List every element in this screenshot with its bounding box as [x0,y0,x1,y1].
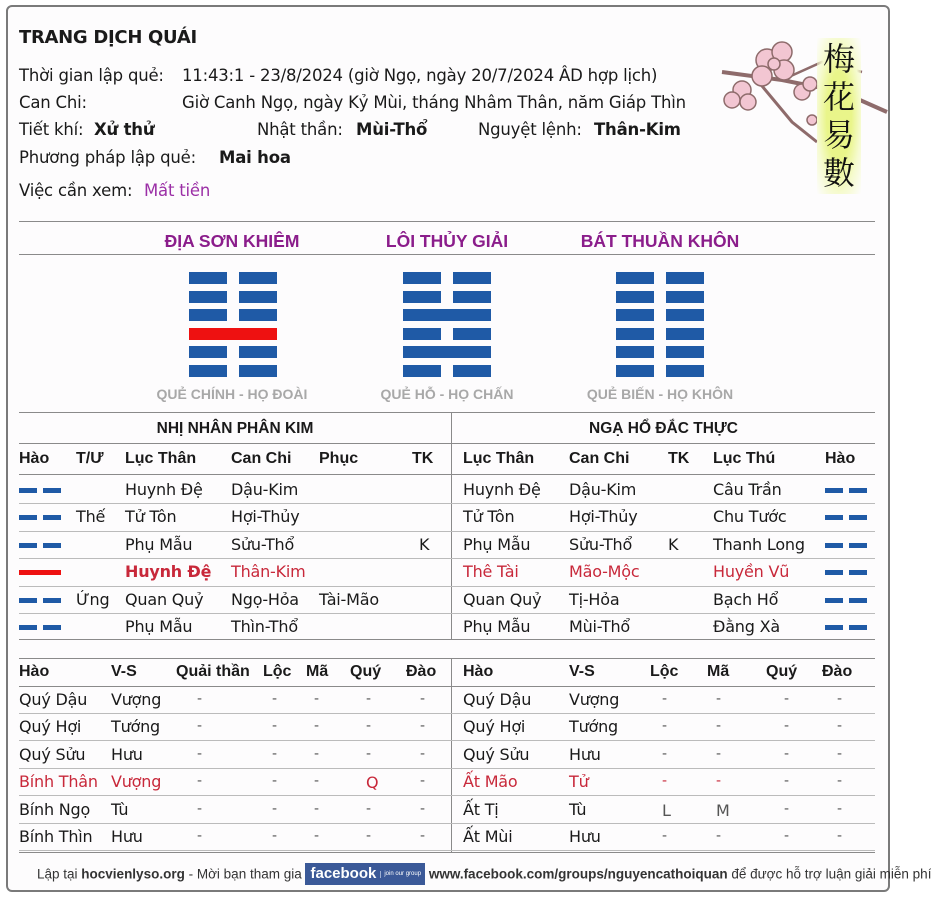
cell-tk: K [419,535,430,554]
row-divider [19,740,875,741]
yin-line-icon [19,543,61,548]
hexagram-title-changed: BÁT THUẦN KHÔN [580,231,740,251]
cell-lucthu: Bạch Hổ [713,590,779,609]
divider [19,474,875,475]
cell-lucthan: Huynh Đệ [125,562,212,581]
cell-vs: Tướng [111,717,161,737]
yin-line-icon [616,272,704,284]
cell-quaithan: - [197,691,203,707]
yin-line-icon [189,309,277,321]
logo-char: 數 [822,154,855,192]
yin-line-icon [19,598,61,603]
plum-blossom-logo-icon [722,32,892,202]
canchi-label: Can Chi: [19,93,87,112]
row-divider [19,558,875,559]
cell-ma: - [716,773,722,790]
nhatthan-value: Mùi-Thổ [356,120,428,139]
cell-quy: - [784,745,790,762]
cell-canchi: Ngọ-Hỏa [231,590,299,609]
yin-line-icon [403,365,491,377]
cell-ma: - [314,773,320,790]
yin-line-icon [825,598,867,603]
yin-line-icon [616,328,704,340]
hexagram-nuclear-icon [403,272,491,384]
yin-line-icon [19,488,61,493]
logo-char: 易 [822,116,855,154]
cell-tk: K [668,535,679,554]
col-header-quy: Quý [350,663,382,680]
yin-line-icon [825,570,867,575]
cell-hao: Bính Ngọ [19,799,91,819]
facebook-badge[interactable] [305,863,425,885]
cell-quy: - [784,691,790,707]
cell-phuc: Tài-Mão [319,590,379,609]
cell-dao: - [420,773,426,790]
yin-line-icon [189,272,277,284]
cell-loc: - [272,773,278,790]
yin-line-icon [825,543,867,548]
cell-dao: - [837,745,843,762]
yin-line-icon [825,625,867,630]
cell-lucthu: Câu Trần [713,480,782,499]
cell-ma: - [314,718,320,735]
hexagram-caption-nuclear: QUẺ HỖ - HỌ CHẤN [380,386,514,402]
cell-vs: Hưu [111,827,143,846]
divider [19,412,875,413]
divider [19,443,875,444]
col-header-hao: Hào [463,663,494,680]
yang-line-icon [403,309,491,321]
col-header-tk: TK [412,450,434,467]
cell-quaithan: - [197,828,203,844]
cell-hao: Quý Dậu [19,690,88,709]
col-header-hao: Hào [19,450,50,467]
col-header-loc: Lộc [263,663,292,680]
col-header-lucthu: Lục Thú [713,450,776,467]
cell-canchi: Mão-Mộc [569,562,640,581]
cell-canchi: Sửu-Thổ [569,535,633,554]
hexagram-caption-changed: QUẺ BIẾN - HỌ KHÔN [586,386,734,402]
cell-canchi: Thân-Kim [231,562,306,581]
time-label: Thời gian lập quẻ: [19,66,164,85]
col-header-canchi: Can Chi [231,450,292,467]
divider [19,852,875,853]
cell-loc: - [662,745,668,762]
cell-vs: Tù [111,799,129,819]
facebook-label: facebook [310,865,377,882]
nhatthan-label: Nhật thần: [257,120,343,139]
row-divider [19,795,875,796]
divider [19,254,875,255]
col-header-ma: Mã [707,663,730,680]
cell-the-ung: Thế [76,507,106,526]
col-header-loc: Lộc [650,663,679,680]
cell-quy: - [366,745,372,762]
col-header-vs: V-S [111,663,137,680]
cell-ma: - [314,691,320,707]
row-divider [19,823,875,824]
logo-char: 梅 [822,40,855,78]
cell-vs: Tử [569,772,589,792]
cell-loc: - [662,718,668,735]
cell-ma: M [716,800,730,820]
yin-line-icon [825,488,867,493]
yin-line-icon [616,291,704,303]
cell-loc: - [272,800,278,817]
yin-line-icon [616,365,704,377]
cell-lucthu: Chu Tước [713,507,787,526]
cell-hao: Ất Mùi [463,827,513,846]
cell-vs: Vượng [111,690,162,709]
divider [19,686,875,687]
cell-hao: Bính Thân [19,772,98,792]
cell-quy: - [366,828,372,844]
row-divider [19,586,875,587]
moving-yang-line-icon [19,570,61,575]
yin-line-icon [189,291,277,303]
col-header-hao: Hào [825,450,856,467]
cell-lucthan: Quan Quỷ [463,590,542,609]
col-header-tk: TK [668,450,690,467]
cell-dao: - [837,800,843,817]
col-header-vs: V-S [569,663,595,680]
row-divider [19,503,875,504]
cell-dao: - [837,691,843,707]
cell-quy: - [784,773,790,790]
cell-vs: Vượng [111,772,162,792]
page-title: TRANG DỊCH QUÁI [19,27,197,48]
footer [37,864,931,886]
cell-canchi: Hợi-Thủy [231,507,300,526]
matter-label: Việc cần xem: [19,181,133,200]
cell-canchi: Thìn-Thổ [231,617,298,636]
col-header-dao: Đào [406,663,437,680]
footer-suffix: để được hỗ trợ luận giải miễn phí [727,866,931,882]
cell-hao: Ất Mão [463,772,518,792]
yang-line-icon [403,346,491,358]
cell-loc: - [272,718,278,735]
cell-dao: - [837,773,843,790]
divider [19,221,875,222]
cell-canchi: Dậu-Kim [569,480,637,499]
col-header-hao: Hào [19,663,50,680]
cell-canchi: Sửu-Thổ [231,535,295,554]
matter-value: Mất tiền [144,181,211,200]
left-table-title: NHỊ NHÂN PHÂN KIM [156,420,314,437]
cell-vs: Tù [569,799,587,819]
cell-quaithan: - [197,718,203,735]
cell-lucthan: Phụ Mẫu [463,535,531,554]
footer-middle: - Mời bạn tham gia [184,866,306,882]
cell-vs: Tướng [569,717,619,737]
col-header-canchi: Can Chi [569,450,630,467]
cell-the-ung: Ứng [76,590,110,609]
cell-hao: Quý Sửu [19,744,86,764]
col-header-ma: Mã [306,663,329,680]
yin-line-icon [189,365,277,377]
cell-loc: - [272,691,278,707]
cell-canchi: Hợi-Thủy [569,507,638,526]
cell-lucthan: Thê Tài [463,562,519,581]
yin-line-icon [19,625,61,630]
moving-yang-line-icon [189,328,277,340]
hexagram-title-nuclear: LÔI THỦY GIẢI [385,231,509,251]
column-divider [451,412,452,639]
cell-dao: - [420,828,426,844]
site-link[interactable]: hocvienlyso.org [81,866,185,882]
cell-quy: - [366,800,372,817]
cell-hao: Bính Thìn [19,827,93,846]
join-group-label: join our group [380,871,421,878]
cell-hao: Quý Dậu [463,690,532,709]
yin-line-icon [19,515,61,520]
hexagram-title-main: ĐỊA SƠN KHIÊM [164,231,300,251]
cell-loc: - [662,828,668,844]
cell-dao: - [837,718,843,735]
cell-quy: - [784,718,790,735]
cell-ma: - [314,745,320,762]
logo-char: 花 [822,78,855,116]
col-header-lucthan: Lục Thân [463,450,535,467]
footer-prefix: Lập tại [37,866,82,882]
cell-quaithan: - [197,800,203,817]
cell-lucthan: Huynh Đệ [463,480,541,499]
cell-quaithan: - [197,745,203,762]
cell-lucthu: Thanh Long [713,535,805,554]
cell-lucthan: Huynh Đệ [125,480,203,499]
cell-ma: - [716,745,722,762]
time-value: 11:43:1 - 23/8/2024 (giờ Ngọ, ngày 20/7/2024 ÂD hợp lịch) [182,66,658,85]
tietkhi-label: Tiết khí: [19,120,84,139]
cell-loc: - [662,773,668,790]
cell-vs: Vượng [569,690,620,709]
yin-line-icon [616,346,704,358]
canchi-value: Giờ Canh Ngọ, ngày Kỷ Mùi, tháng Nhâm Thân, năm Giáp Thìn [182,93,686,112]
cell-ma: - [716,691,722,707]
cell-lucthu: Huyền Vũ [713,562,790,581]
method-label: Phương pháp lập quẻ: [19,148,196,167]
cell-hao: Ất Tị [463,799,499,819]
group-link[interactable]: www.facebook.com/groups/nguyencathoiquan [428,866,728,882]
cell-vs: Hưu [569,744,601,764]
cell-ma: - [314,828,320,844]
nguyetlenh-value: Thân-Kim [594,120,681,139]
cell-ma: - [314,800,320,817]
cell-canchi: Mùi-Thổ [569,617,630,636]
cell-lucthan: Tử Tôn [125,507,177,526]
divider [19,658,875,659]
row-divider [19,768,875,769]
cell-loc: - [272,828,278,844]
cell-loc: - [272,745,278,762]
logo-chinese-title [817,38,861,194]
method-value: Mai hoa [219,148,291,167]
right-table-title: NGẠ HỔ ĐẮC THỰC [589,420,738,437]
cell-lucthan: Phụ Mẫu [125,617,193,636]
cell-quy: - [784,828,790,844]
cell-canchi: Tị-Hỏa [569,590,620,609]
cell-loc: - [662,691,668,707]
cell-quy: - [366,718,372,735]
cell-canchi: Dậu-Kim [231,480,299,499]
cell-quaithan: - [197,773,203,790]
row-divider [19,713,875,714]
row-divider [19,613,875,614]
yin-line-icon [825,515,867,520]
col-header-quy: Quý [766,663,798,680]
cell-dao: - [420,800,426,817]
cell-vs: Hưu [111,744,143,764]
tietkhi-value: Xử thử [94,120,155,139]
col-header-quaithan: Quải thần [176,663,250,680]
nguyetlenh-label: Nguyệt lệnh: [478,120,582,139]
col-header-lucthan: Lục Thân [125,450,197,467]
cell-dao: - [420,718,426,735]
yin-line-icon [403,272,491,284]
cell-quy: - [784,800,790,817]
cell-dao: - [837,828,843,844]
col-header-dao: Đào [822,663,853,680]
hexagram-main-icon [189,272,277,384]
col-header-tu: T/Ư [76,450,104,467]
cell-lucthan: Phụ Mẫu [125,535,193,554]
cell-loc: L [662,800,671,820]
yin-line-icon [189,346,277,358]
yin-line-icon [616,309,704,321]
cell-quy: - [366,691,372,707]
divider [19,639,875,640]
cell-ma: - [716,718,722,735]
yin-line-icon [403,291,491,303]
yin-line-icon [403,328,491,340]
cell-dao: - [420,691,426,707]
hexagram-caption-main: QUẺ CHÍNH - HỌ ĐOÀI [156,386,308,402]
cell-lucthan: Phụ Mẫu [463,617,531,636]
cell-hao: Quý Hợi [19,717,82,737]
row-divider [19,531,875,532]
col-header-phuc: Phục [319,450,359,467]
cell-ma: - [716,828,722,844]
row-divider [19,850,875,851]
cell-hao: Quý Sửu [463,744,530,764]
cell-vs: Hưu [569,827,601,846]
cell-lucthan: Quan Quỷ [125,590,204,609]
cell-lucthu: Đằng Xà [713,617,780,636]
cell-dao: - [420,745,426,762]
cell-quy: Q [366,773,379,793]
hexagram-changed-icon [616,272,704,384]
cell-hao: Quý Hợi [463,717,526,737]
cell-lucthan: Tử Tôn [463,507,515,526]
